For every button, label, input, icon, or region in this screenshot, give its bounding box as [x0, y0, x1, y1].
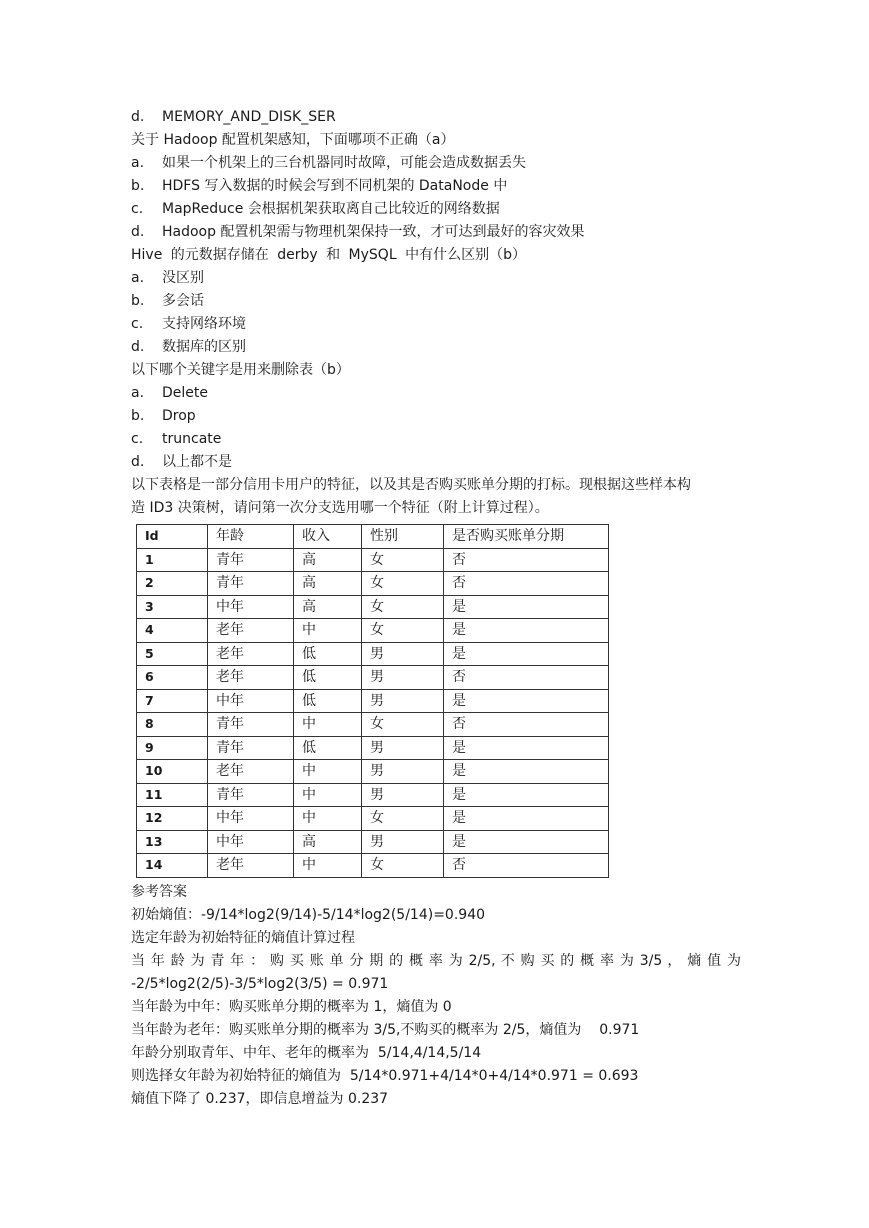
table-cell: 青年	[208, 783, 294, 807]
answer-line: 则选择女年龄为初始特征的熵值为 5/14*0.971+4/14*0+4/14*0.971 = 0.693	[131, 1067, 639, 1084]
option-letter: c.	[131, 201, 144, 217]
table-cell: 是	[444, 689, 609, 713]
answer-line: 熵值下降了 0.237，即信息增益为 0.237	[131, 1090, 389, 1107]
table-cell: 中年	[208, 807, 294, 831]
answer-line: 初始熵值：-9/14*log2(9/14)-5/14*log2(5/14)=0.940	[131, 906, 486, 923]
table-cell: 男	[362, 642, 444, 666]
option-text: 支持网络环境	[162, 316, 246, 332]
option-text: truncate	[162, 431, 222, 447]
table-cell: 高	[294, 572, 362, 596]
table-row	[137, 572, 609, 596]
table-cell: 男	[362, 830, 444, 854]
table-cell: 低	[294, 736, 362, 760]
option-text: Drop	[162, 408, 196, 424]
answer-line: 当年龄为老年：购买账单分期的概率为 3/5,不购买的概率为 2/5，熵值为 0.971	[131, 1021, 640, 1038]
q1-option-c	[131, 198, 741, 221]
question-id3-line2: 造 ID3 决策树，请问第一次分支选用哪一个特征（附上计算过程）。	[131, 500, 549, 516]
table-cell: 低	[294, 666, 362, 690]
option-d-prev	[131, 106, 741, 129]
table-cell: 否	[444, 666, 609, 690]
option-text: HDFS 写入数据的时候会写到不同机架的 DataNode 中	[162, 178, 508, 194]
q1-option-d	[131, 221, 741, 244]
table-cell: 否	[444, 713, 609, 737]
option-text: 如果一个机架上的三台机器同时故障，可能会造成数据丢失	[162, 155, 526, 171]
q3-option-a	[131, 382, 741, 405]
option-letter: d.	[131, 224, 145, 240]
option-text: 以上都不是	[162, 454, 232, 470]
table-row	[137, 736, 609, 760]
option-letter: b.	[131, 408, 145, 424]
q2-option-c	[131, 313, 741, 336]
table-cell: 中	[294, 619, 362, 643]
option-letter: c.	[131, 431, 144, 447]
table-cell: 男	[362, 666, 444, 690]
table-cell: 低	[294, 642, 362, 666]
table-cell: 青年	[208, 713, 294, 737]
table-cell: 中	[294, 760, 362, 784]
table-cell: 14	[137, 854, 208, 878]
credit-card-table	[136, 524, 609, 878]
table-row	[137, 595, 609, 619]
table-header-cell: 收入	[294, 525, 362, 549]
table-cell: 是	[444, 642, 609, 666]
table-row	[137, 666, 609, 690]
option-text: MEMORY_AND_DISK_SER	[162, 109, 336, 125]
table-cell: 老年	[208, 854, 294, 878]
table-cell: 否	[444, 854, 609, 878]
table-cell: 6	[137, 666, 208, 690]
table-cell: 中	[294, 807, 362, 831]
table-header-cell: 年龄	[208, 525, 294, 549]
answer-line: -2/5*log2(2/5)-3/5*log2(3/5) = 0.971	[131, 975, 389, 992]
table-cell: 女	[362, 854, 444, 878]
question-delete-table: 以下哪个关键字是用来删除表（b）	[131, 362, 350, 378]
table-cell: 5	[137, 642, 208, 666]
q3-option-d	[131, 451, 741, 474]
table-cell: 女	[362, 619, 444, 643]
table-cell: 3	[137, 595, 208, 619]
table-cell: 青年	[208, 548, 294, 572]
q3-option-c	[131, 428, 741, 451]
table-row	[137, 854, 609, 878]
option-letter: a.	[131, 385, 145, 401]
option-text: 数据库的区别	[162, 339, 246, 355]
table-cell: 是	[444, 807, 609, 831]
answer-line: 年龄分别取青年、中年、老年的概率为 5/14,4/14,5/14	[131, 1044, 482, 1061]
table-row	[137, 783, 609, 807]
table-cell: 是	[444, 783, 609, 807]
answer-title: 参考答案	[131, 883, 187, 900]
option-letter: d.	[131, 454, 145, 470]
option-text: MapReduce 会根据机架获取离自己比较近的网络数据	[162, 201, 500, 217]
q1-option-b	[131, 175, 741, 198]
option-letter: b.	[131, 178, 145, 194]
table-cell: 青年	[208, 572, 294, 596]
option-text: Delete	[162, 385, 208, 401]
table-cell: 1	[137, 548, 208, 572]
table-cell: 9	[137, 736, 208, 760]
q2-option-a	[131, 267, 741, 290]
table-row	[137, 548, 609, 572]
table-cell: 男	[362, 783, 444, 807]
table-cell: 男	[362, 689, 444, 713]
question-hadoop-rack: 关于 Hadoop 配置机架感知，下面哪项不正确（a）	[131, 132, 455, 148]
option-text: Hadoop 配置机架需与物理机架保持一致，才可达到最好的容灾效果	[162, 224, 585, 240]
table-cell: 老年	[208, 619, 294, 643]
q1-option-a	[131, 152, 741, 175]
q2-option-b	[131, 290, 741, 313]
table-cell: 是	[444, 760, 609, 784]
table-row	[137, 830, 609, 854]
table-cell: 女	[362, 572, 444, 596]
table-cell: 高	[294, 548, 362, 572]
table-cell: 是	[444, 595, 609, 619]
table-cell: 男	[362, 760, 444, 784]
table-header-cell: Id	[137, 525, 208, 549]
table-cell: 女	[362, 807, 444, 831]
table-header-cell: 性别	[362, 525, 444, 549]
table-row	[137, 619, 609, 643]
table-header-cell: 是否购买账单分期	[444, 525, 609, 549]
table-cell: 12	[137, 807, 208, 831]
table-body	[137, 548, 609, 877]
table-header-row	[137, 525, 609, 549]
table-row	[137, 642, 609, 666]
table-cell: 中年	[208, 689, 294, 713]
question-id3-line1: 以下表格是一部分信用卡用户的特征，以及其是否购买账单分期的打标。现根据这些样本构	[131, 477, 691, 493]
answer-line: 当年龄为中年：购买账单分期的概率为 1，熵值为 0	[131, 998, 452, 1015]
table-cell: 女	[362, 595, 444, 619]
table-cell: 中年	[208, 830, 294, 854]
q3-option-b	[131, 405, 741, 428]
table-row	[137, 713, 609, 737]
table-cell: 否	[444, 548, 609, 572]
table-row	[137, 807, 609, 831]
table-cell: 低	[294, 689, 362, 713]
table-cell: 8	[137, 713, 208, 737]
table-cell: 4	[137, 619, 208, 643]
table-cell: 老年	[208, 666, 294, 690]
question-hive-metastore: Hive 的元数据存储在 derby 和 MySQL 中有什么区别（b）	[131, 247, 526, 263]
option-letter: a.	[131, 155, 145, 171]
document-content	[131, 106, 741, 1111]
answer-line: 当 年 龄 为 青 年 ： 购 买 账 单 分 期 的 概 率 为 2/5, 不 购 买 的 概 率 为 3/5 ， 熵 值 为	[131, 952, 741, 969]
table-cell: 是	[444, 736, 609, 760]
table-cell: 是	[444, 830, 609, 854]
table-cell: 青年	[208, 736, 294, 760]
table-cell: 中	[294, 854, 362, 878]
option-letter: b.	[131, 293, 145, 309]
table-cell: 女	[362, 548, 444, 572]
option-letter: a.	[131, 270, 145, 286]
table-cell: 老年	[208, 642, 294, 666]
q2-option-d	[131, 336, 741, 359]
table-cell: 11	[137, 783, 208, 807]
option-letter: d.	[131, 339, 145, 355]
table-cell: 13	[137, 830, 208, 854]
table-cell: 老年	[208, 760, 294, 784]
table-cell: 中	[294, 783, 362, 807]
table-cell: 高	[294, 830, 362, 854]
option-text: 多会话	[162, 293, 204, 309]
table-cell: 10	[137, 760, 208, 784]
table-cell: 高	[294, 595, 362, 619]
table-cell: 是	[444, 619, 609, 643]
table-cell: 女	[362, 713, 444, 737]
table-cell: 中年	[208, 595, 294, 619]
table-row	[137, 689, 609, 713]
table-cell: 否	[444, 572, 609, 596]
table-cell: 男	[362, 736, 444, 760]
table-cell: 中	[294, 713, 362, 737]
option-text: 没区别	[162, 270, 204, 286]
answer-line: 选定年龄为初始特征的熵值计算过程	[131, 929, 355, 946]
table-row	[137, 760, 609, 784]
table-cell: 7	[137, 689, 208, 713]
option-letter: c.	[131, 316, 144, 332]
option-letter: d.	[131, 109, 145, 125]
table-cell: 2	[137, 572, 208, 596]
